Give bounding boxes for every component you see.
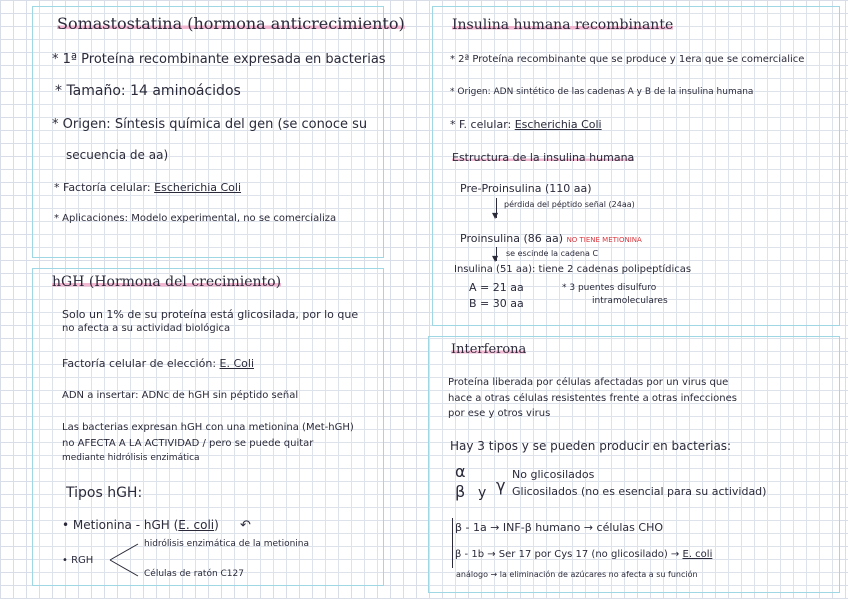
alpha-symbol: α	[455, 462, 466, 481]
beta-1b-label: β - 1b → Ser 17 por Cys 17 (no glicosilado) →	[455, 549, 683, 560]
beta-1b-host: E. coli	[682, 549, 713, 560]
proinsulina-note: NO TIENE METIONINA	[566, 236, 642, 244]
somatostatina-line-4	[54, 182, 241, 193]
somatostatina-line-5: * Aplicaciones: Modelo experimental, no se comercializa	[54, 213, 337, 224]
insulina-result: Insulina (51 aa): tiene 2 cadenas polipeptídicas	[454, 264, 692, 275]
chain-a: A = 21 aa	[469, 281, 524, 294]
insulina-title: Insulina humana recombinante	[452, 17, 674, 33]
insulina-structure-title: Estructura de la insulina humana	[452, 151, 635, 164]
chain-b: B = 30 aa	[469, 297, 524, 310]
hgh-line-2	[62, 358, 254, 369]
preproinsulina: Pre-Proinsulina (110 aa)	[460, 182, 592, 195]
hgh-tipo-2a: hidrólisis enzimática de la metionina	[144, 539, 310, 549]
branch-arrow-icon	[108, 540, 144, 580]
gamma-symbol: γ	[496, 476, 506, 495]
hgh-title: hGH (Hormona del crecimiento)	[52, 274, 282, 290]
tipo-1-label: • Metionina - hGH (	[62, 518, 179, 532]
insulina-factoria-value: Escherichia Coli	[514, 118, 602, 131]
beta-types-bracket	[452, 518, 453, 568]
proinsulina-label: Proinsulina (86 aa)	[460, 232, 564, 245]
proinsulina	[460, 233, 642, 244]
hgh-factoria-label: Factoría celular de elección:	[62, 357, 220, 370]
proinsulina-arrow-note: se escinde la cadena C	[506, 249, 599, 258]
somatostatina-line-2: * Tamaño: 14 aminoácidos	[55, 83, 241, 99]
tipo-1-close: )	[214, 518, 219, 532]
analogo-note: análogo → la eliminación de azúcares no afecta a su función	[456, 570, 698, 579]
insulina-line-2: * Origen: ADN sintético de las cadenas A y B de la insulina humana	[450, 87, 754, 97]
interferona-line-2: Hay 3 tipos y se pueden producir en bacterias:	[450, 439, 732, 453]
beta-symbol: β	[455, 482, 466, 501]
somatostatina-title: Somastostatina (hormona anticrecimiento)	[57, 14, 405, 33]
insulina-line-1: * 2ª Proteína recombinante que se produce y 1era que se comercialice	[450, 54, 805, 65]
interferona-line-1b: hace a otras células resistentes frente a otras infecciones	[448, 393, 737, 404]
hgh-line-1a: Solo un 1% de su proteína está glicosilada, por lo que	[62, 308, 359, 321]
interferona-title: Interferona	[451, 342, 527, 357]
hgh-line-4a: Las bacterias expresan hGH con una metionina (Met-hGH)	[62, 422, 354, 433]
hgh-line-3: ADN a insertar: ADNc de hGH sin péptido señal	[62, 390, 299, 401]
hgh-line-1b: no afecta a su actividad biológica	[62, 323, 231, 334]
insulina-line-3	[450, 119, 602, 130]
hgh-tipo-1	[62, 519, 219, 531]
preproinsulina-arrow-note: pérdida del péptido señal (24aa)	[504, 200, 635, 209]
hgh-tipo-2b: Células de ratón C127	[144, 569, 244, 579]
hgh-factoria-value: E. Coli	[219, 357, 254, 370]
factoria-label: * Factoría celular:	[54, 181, 155, 194]
bridges-line-1: * 3 puentes disulfuro	[562, 283, 657, 293]
interferona-line-1c: por ese y otros virus	[448, 408, 551, 419]
tipo-1-host: E. coli	[178, 518, 215, 532]
factoria-value: Escherichia Coli	[154, 181, 242, 194]
arrow-head-1: ▼	[492, 211, 499, 220]
hgh-line-4c: mediante hidrólisis enzimática	[62, 453, 200, 463]
insulina-factoria-label: * F. celular:	[450, 118, 515, 131]
hgh-line-4b: no AFECTA A LA ACTIVIDAD / pero se puede quitar	[62, 438, 314, 449]
curved-arrow-icon: ↶	[240, 518, 251, 533]
beta-1a: β - 1a → INF-β humano → células CHO	[455, 521, 664, 534]
somatostatina-line-3a: * Origen: Síntesis química del gen (se conoce su	[52, 117, 368, 132]
hgh-tipo-2: • RGH	[62, 555, 94, 566]
bridges-line-2: intramoleculares	[592, 296, 668, 306]
arrow-head-2: ▼	[492, 254, 499, 263]
somatostatina-line-3b: secuencia de aa)	[66, 148, 169, 162]
interferona-line-1a: Proteína liberada por células afectadas por un virus que	[448, 377, 729, 388]
hgh-tipos: Tipos hGH:	[66, 485, 143, 501]
somatostatina-line-1: * 1ª Proteína recombinante expresada en bacterias	[52, 52, 386, 67]
beta-1b	[455, 550, 712, 560]
y-connector: y	[478, 485, 487, 501]
no-glicosilados: No glicosilados	[512, 468, 595, 481]
glicosilados: Glicosilados (no es esencial para su actividad)	[512, 485, 767, 498]
